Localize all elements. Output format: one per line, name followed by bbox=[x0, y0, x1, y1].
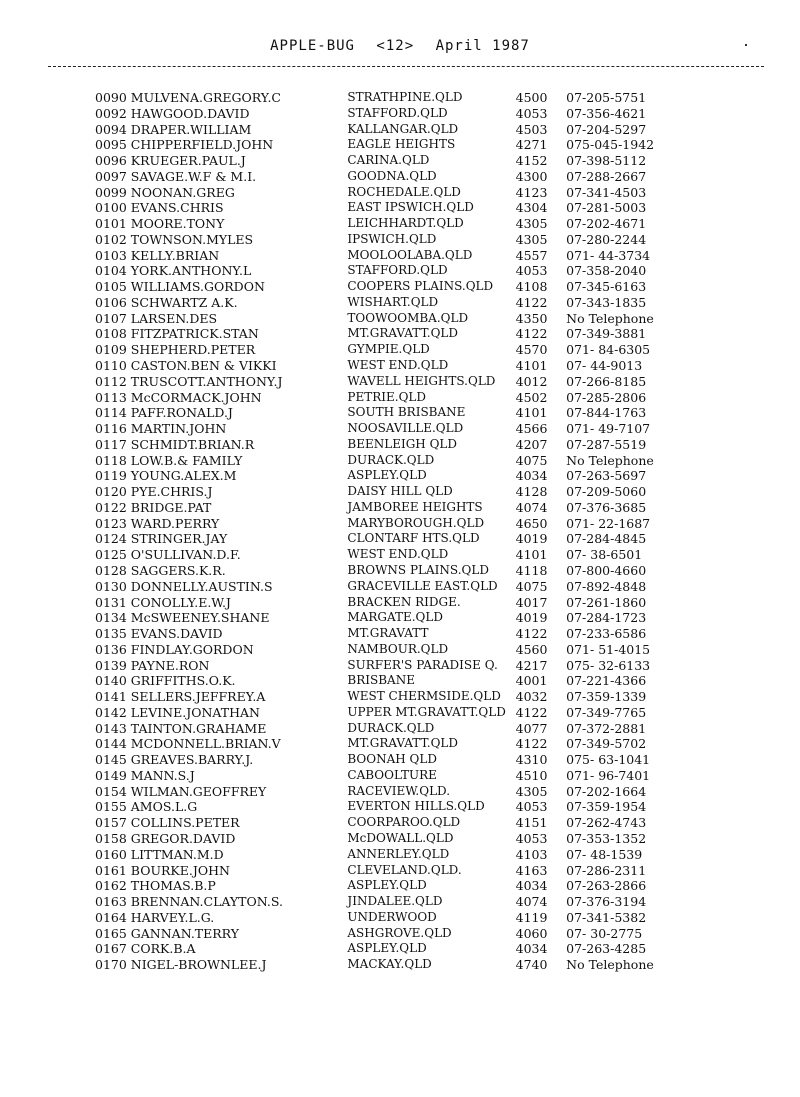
member-row bbox=[95, 106, 675, 122]
speck-mark bbox=[745, 44, 747, 46]
member-postcode: 4034 bbox=[515, 468, 548, 484]
member-city: ASHGROVE.QLD bbox=[347, 925, 452, 940]
member-phone: 07-349-3881 bbox=[566, 326, 647, 342]
member-city: CLEVELAND.QLD. bbox=[347, 862, 462, 877]
member-phone: 07-266-8185 bbox=[566, 373, 647, 389]
member-name: 0112 TRUSCOTT.ANTHONY.J bbox=[95, 373, 283, 389]
member-phone: 07-345-6163 bbox=[566, 279, 647, 295]
member-phone: 07- 44-9013 bbox=[566, 358, 643, 374]
member-row bbox=[95, 595, 675, 611]
member-city: MARYBOROUGH.QLD bbox=[347, 515, 485, 530]
member-city: ANNERLEY.QLD bbox=[347, 846, 450, 861]
member-phone: 075-045-1942 bbox=[566, 137, 655, 153]
member-postcode: 4122 bbox=[515, 736, 548, 752]
member-phone: 07-844-1763 bbox=[566, 405, 647, 421]
member-name: 0149 MANN.S.J bbox=[95, 767, 195, 783]
member-postcode: 4350 bbox=[515, 310, 548, 326]
member-row bbox=[95, 500, 675, 516]
member-postcode: 4034 bbox=[515, 941, 548, 957]
member-row bbox=[95, 658, 675, 674]
member-city: WEST END.QLD bbox=[347, 547, 449, 562]
member-row bbox=[95, 248, 675, 264]
member-phone: 07-204-5297 bbox=[566, 121, 647, 137]
member-phone: 071- 51-4015 bbox=[566, 641, 651, 657]
member-postcode: 4128 bbox=[515, 484, 548, 500]
member-name: 0128 SAGGERS.K.R. bbox=[95, 562, 226, 578]
member-phone: 07-376-3194 bbox=[566, 894, 647, 910]
member-row bbox=[95, 137, 675, 153]
member-postcode: 4019 bbox=[515, 610, 548, 626]
member-postcode: 4570 bbox=[515, 342, 548, 358]
member-row bbox=[95, 721, 675, 737]
member-phone: 07-800-4660 bbox=[566, 562, 647, 578]
member-name: 0125 O'SULLIVAN.D.F. bbox=[95, 547, 241, 563]
member-name: 0157 COLLINS.PETER bbox=[95, 815, 240, 831]
member-postcode: 4557 bbox=[515, 247, 548, 263]
member-postcode: 4217 bbox=[515, 657, 548, 673]
member-row bbox=[95, 547, 675, 563]
member-name: 0108 FITZPATRICK.STAN bbox=[95, 326, 259, 342]
member-phone: 075- 63-1041 bbox=[566, 752, 651, 768]
member-row bbox=[95, 563, 675, 579]
member-list bbox=[95, 90, 675, 973]
member-row bbox=[95, 185, 675, 201]
member-row bbox=[95, 295, 675, 311]
member-name: 0143 TAINTON.GRAHAME bbox=[95, 720, 267, 736]
member-row bbox=[95, 626, 675, 642]
member-row bbox=[95, 941, 675, 957]
member-name: 0104 YORK.ANTHONY.L bbox=[95, 263, 252, 279]
member-row bbox=[95, 90, 675, 106]
member-city: WEST CHERMSIDE.QLD bbox=[347, 689, 501, 704]
member-phone: 07-286-2311 bbox=[566, 862, 647, 878]
member-phone: 07-288-2667 bbox=[566, 168, 647, 184]
member-name: 0101 MOORE.TONY bbox=[95, 216, 225, 232]
member-name: 0119 YOUNG.ALEX.M bbox=[95, 468, 237, 484]
member-postcode: 4122 bbox=[515, 704, 548, 720]
member-phone: 07-205-5751 bbox=[566, 90, 647, 105]
member-phone: 07-209-5060 bbox=[566, 484, 647, 500]
member-postcode: 4152 bbox=[515, 153, 548, 169]
member-name: 0117 SCHMIDT.BRIAN.R bbox=[95, 436, 255, 452]
member-name: 0106 SCHWARTZ A.K. bbox=[95, 294, 238, 310]
member-city: UPPER MT.GRAVATT.QLD bbox=[347, 704, 506, 719]
member-phone: 07-263-2866 bbox=[566, 878, 647, 894]
member-phone: 07-281-5003 bbox=[566, 200, 647, 216]
member-row bbox=[95, 421, 675, 437]
member-name: 0096 KRUEGER.PAUL.J bbox=[95, 153, 246, 169]
member-city: McDOWALL.QLD bbox=[347, 830, 454, 845]
member-phone: 07-359-1339 bbox=[566, 689, 647, 705]
member-phone: 07-349-7765 bbox=[566, 704, 647, 720]
member-phone: 075- 32-6133 bbox=[566, 657, 651, 673]
member-row bbox=[95, 232, 675, 248]
member-row bbox=[95, 926, 675, 942]
member-row bbox=[95, 815, 675, 831]
member-city: MT.GRAVATT.QLD bbox=[347, 326, 458, 341]
member-city: GRACEVILLE EAST.QLD bbox=[347, 578, 498, 593]
member-city: BOONAH QLD bbox=[347, 752, 437, 767]
member-row bbox=[95, 705, 675, 721]
member-name: 0154 WILMAN.GEOFFREY bbox=[95, 783, 267, 799]
member-city: BRISBANE bbox=[347, 673, 415, 688]
member-row bbox=[95, 531, 675, 547]
member-phone: 07-398-5112 bbox=[566, 153, 647, 169]
member-city: DAISY HILL QLD bbox=[347, 484, 453, 499]
member-city: SURFER'S PARADISE Q. bbox=[347, 657, 498, 672]
member-name: 0118 LOW.B.& FAMILY bbox=[95, 452, 243, 468]
member-postcode: 4151 bbox=[515, 815, 548, 831]
member-name: 0103 KELLY.BRIAN bbox=[95, 247, 220, 263]
member-phone: 07-372-2881 bbox=[566, 720, 647, 736]
member-city: WAVELL HEIGHTS.QLD bbox=[347, 373, 496, 388]
member-name: 0165 GANNAN.TERRY bbox=[95, 925, 239, 941]
member-row bbox=[95, 200, 675, 216]
member-city: BEENLEIGH QLD bbox=[347, 436, 457, 451]
member-postcode: 4103 bbox=[515, 846, 548, 862]
member-city: DURACK.QLD bbox=[347, 452, 435, 467]
member-name: 0155 AMOS.L.G bbox=[95, 799, 198, 815]
member-postcode: 4207 bbox=[515, 436, 548, 452]
member-postcode: 4122 bbox=[515, 326, 548, 342]
member-row bbox=[95, 784, 675, 800]
member-phone: 07-284-4845 bbox=[566, 531, 647, 547]
member-phone: 07-262-4743 bbox=[566, 815, 647, 831]
member-name: 0123 WARD.PERRY bbox=[95, 515, 220, 531]
member-city: WEST END.QLD bbox=[347, 358, 449, 373]
member-row bbox=[95, 358, 675, 374]
member-name: 0161 BOURKE.JOHN bbox=[95, 862, 230, 878]
member-name: 0158 GREGOR.DAVID bbox=[95, 830, 236, 846]
member-row bbox=[95, 642, 675, 658]
member-row bbox=[95, 752, 675, 768]
member-name: 0092 HAWGOOD.DAVID bbox=[95, 105, 250, 121]
member-postcode: 4310 bbox=[515, 752, 548, 768]
issue-number: <12> bbox=[376, 38, 415, 54]
member-name: 0102 TOWNSON.MYLES bbox=[95, 231, 254, 247]
member-phone: 07-263-4285 bbox=[566, 941, 647, 957]
member-postcode: 4122 bbox=[515, 294, 548, 310]
member-name: 0131 CONOLLY.E.W.J bbox=[95, 594, 231, 610]
member-postcode: 4163 bbox=[515, 862, 548, 878]
member-postcode: 4503 bbox=[515, 121, 548, 137]
member-name: 0105 WILLIAMS.GORDON bbox=[95, 279, 265, 295]
member-name: 0141 SELLERS.JEFFREY.A bbox=[95, 689, 266, 705]
member-row bbox=[95, 799, 675, 815]
member-city: KALLANGAR.QLD bbox=[347, 121, 459, 136]
member-row bbox=[95, 484, 675, 500]
member-postcode: 4075 bbox=[515, 452, 548, 468]
member-phone: No Telephone bbox=[566, 957, 654, 973]
member-name: 0107 LARSEN.DES bbox=[95, 310, 218, 326]
member-city: STRATHPINE.QLD bbox=[347, 90, 463, 104]
member-row bbox=[95, 673, 675, 689]
member-city: RACEVIEW.QLD. bbox=[347, 783, 451, 798]
member-name: 0135 EVANS.DAVID bbox=[95, 626, 223, 642]
member-name: 0164 HARVEY.L.G. bbox=[95, 909, 215, 925]
member-city: CABOOLTURE bbox=[347, 767, 437, 782]
member-postcode: 4500 bbox=[515, 90, 548, 105]
member-phone: 071- 49-7107 bbox=[566, 421, 651, 437]
member-row bbox=[95, 878, 675, 894]
page-header bbox=[0, 38, 800, 54]
member-phone: 07-285-2806 bbox=[566, 389, 647, 405]
member-postcode: 4271 bbox=[515, 137, 548, 153]
member-postcode: 4305 bbox=[515, 216, 548, 232]
member-postcode: 4012 bbox=[515, 373, 548, 389]
member-city: NAMBOUR.QLD bbox=[347, 641, 449, 656]
member-row bbox=[95, 689, 675, 705]
member-phone: 071- 44-3734 bbox=[566, 247, 651, 263]
member-postcode: 4101 bbox=[515, 405, 548, 421]
member-postcode: 4566 bbox=[515, 421, 548, 437]
member-postcode: 4060 bbox=[515, 925, 548, 941]
member-postcode: 4017 bbox=[515, 594, 548, 610]
member-row bbox=[95, 122, 675, 138]
member-city: COOPERS PLAINS.QLD bbox=[347, 279, 494, 294]
member-phone: 07-892-4848 bbox=[566, 578, 647, 594]
member-row bbox=[95, 863, 675, 879]
member-postcode: 4118 bbox=[515, 562, 548, 578]
member-phone: 07-356-4621 bbox=[566, 105, 647, 121]
member-row bbox=[95, 894, 675, 910]
member-city: TOOWOOMBA.QLD bbox=[347, 310, 469, 325]
member-row bbox=[95, 610, 675, 626]
member-name: 0097 SAVAGE.W.F & M.I. bbox=[95, 168, 257, 184]
member-city: WISHART.QLD bbox=[347, 294, 439, 309]
member-name: 0122 BRIDGE.PAT bbox=[95, 499, 212, 515]
member-postcode: 4074 bbox=[515, 499, 548, 515]
member-postcode: 4305 bbox=[515, 231, 548, 247]
member-postcode: 4300 bbox=[515, 168, 548, 184]
member-name: 0136 FINDLAY.GORDON bbox=[95, 641, 254, 657]
member-city: MT.GRAVATT bbox=[347, 626, 429, 641]
member-phone: 07-287-5519 bbox=[566, 436, 647, 452]
member-postcode: 4101 bbox=[515, 358, 548, 374]
member-postcode: 4101 bbox=[515, 547, 548, 563]
member-row bbox=[95, 279, 675, 295]
member-row bbox=[95, 169, 675, 185]
member-postcode: 4053 bbox=[515, 830, 548, 846]
member-row bbox=[95, 437, 675, 453]
member-row bbox=[95, 831, 675, 847]
member-phone: 07-261-1860 bbox=[566, 594, 647, 610]
member-postcode: 4119 bbox=[515, 909, 548, 925]
member-name: 0099 NOONAN.GREG bbox=[95, 184, 235, 200]
member-city: PETRIE.QLD bbox=[347, 389, 427, 404]
member-name: 0160 LITTMAN.M.D bbox=[95, 846, 224, 862]
member-name: 0130 DONNELLY.AUSTIN.S bbox=[95, 578, 273, 594]
member-phone: 071- 84-6305 bbox=[566, 342, 651, 358]
member-name: 0167 CORK.B.A bbox=[95, 941, 196, 957]
member-row bbox=[95, 153, 675, 169]
member-postcode: 4510 bbox=[515, 767, 548, 783]
member-city: BRACKEN RIDGE. bbox=[347, 594, 461, 609]
member-postcode: 4053 bbox=[515, 263, 548, 279]
member-row bbox=[95, 579, 675, 595]
member-name: 0095 CHIPPERFIELD.JOHN bbox=[95, 137, 274, 153]
member-name: 0094 DRAPER.WILLIAM bbox=[95, 121, 252, 137]
member-phone: 07-221-4366 bbox=[566, 673, 647, 689]
member-postcode: 4077 bbox=[515, 720, 548, 736]
member-name: 0163 BRENNAN.CLAYTON.S. bbox=[95, 894, 283, 910]
member-phone: 07-349-5702 bbox=[566, 736, 647, 752]
member-name: 0145 GREAVES.BARRY.J. bbox=[95, 752, 254, 768]
member-city: EAGLE HEIGHTS bbox=[347, 137, 456, 152]
member-city: MACKAY.QLD bbox=[347, 957, 432, 972]
member-row bbox=[95, 390, 675, 406]
member-postcode: 4053 bbox=[515, 799, 548, 815]
member-phone: 07-359-1954 bbox=[566, 799, 647, 815]
member-city: GYMPIE.QLD bbox=[347, 342, 430, 357]
member-city: IPSWICH.QLD bbox=[347, 231, 437, 246]
member-city: MT.GRAVATT.QLD bbox=[347, 736, 458, 751]
member-postcode: 4740 bbox=[515, 957, 548, 973]
member-city: MARGATE.QLD bbox=[347, 610, 443, 625]
member-row bbox=[95, 263, 675, 279]
header-divider bbox=[48, 66, 764, 67]
member-postcode: 4650 bbox=[515, 515, 548, 531]
member-postcode: 4075 bbox=[515, 578, 548, 594]
member-name: 0140 GRIFFITHS.O.K. bbox=[95, 673, 236, 689]
member-city: STAFFORD.QLD bbox=[347, 105, 448, 120]
member-row bbox=[95, 768, 675, 784]
member-name: 0100 EVANS.CHRIS bbox=[95, 200, 224, 216]
member-phone: 07-341-5382 bbox=[566, 909, 647, 925]
member-name: 0162 THOMAS.B.P bbox=[95, 878, 216, 894]
member-row bbox=[95, 216, 675, 232]
member-postcode: 4108 bbox=[515, 279, 548, 295]
member-city: ASPLEY.QLD bbox=[347, 468, 427, 483]
member-row bbox=[95, 516, 675, 532]
member-row bbox=[95, 453, 675, 469]
member-city: COORPAROO.QLD bbox=[347, 815, 461, 830]
member-name: 0170 NIGEL-BROWNLEE.J bbox=[95, 957, 267, 973]
member-phone: 071- 22-1687 bbox=[566, 515, 651, 531]
member-phone: 07- 48-1539 bbox=[566, 846, 643, 862]
member-phone: 07-202-4671 bbox=[566, 216, 647, 232]
member-postcode: 4001 bbox=[515, 673, 548, 689]
member-name: 0114 PAFF.RONALD.J bbox=[95, 405, 233, 421]
member-postcode: 4304 bbox=[515, 200, 548, 216]
member-row bbox=[95, 342, 675, 358]
member-phone: 07-343-1835 bbox=[566, 294, 647, 310]
member-name: 0142 LEVINE.JONATHAN bbox=[95, 704, 260, 720]
member-name: 0144 MCDONNELL.BRIAN.V bbox=[95, 736, 281, 752]
member-postcode: 4034 bbox=[515, 878, 548, 894]
member-city: ROCHEDALE.QLD bbox=[347, 184, 461, 199]
member-city: EVERTON HILLS.QLD bbox=[347, 799, 485, 814]
member-name: 0139 PAYNE.RON bbox=[95, 657, 210, 673]
member-row bbox=[95, 405, 675, 421]
member-name: 0113 McCORMACK.JOHN bbox=[95, 389, 262, 405]
member-postcode: 4560 bbox=[515, 641, 548, 657]
member-row bbox=[95, 957, 675, 973]
member-postcode: 4019 bbox=[515, 531, 548, 547]
member-row bbox=[95, 311, 675, 327]
issue-date: April 1987 bbox=[435, 38, 530, 54]
member-postcode: 4122 bbox=[515, 626, 548, 642]
member-phone: 07-353-1352 bbox=[566, 830, 647, 846]
member-name: 0110 CASTON.BEN & VIKKI bbox=[95, 358, 277, 374]
member-postcode: 4053 bbox=[515, 105, 548, 121]
member-phone: 07-376-3685 bbox=[566, 499, 647, 515]
member-city: ASPLEY.QLD bbox=[347, 878, 427, 893]
member-postcode: 4032 bbox=[515, 689, 548, 705]
member-city: UNDERWOOD bbox=[347, 909, 437, 924]
member-postcode: 4305 bbox=[515, 783, 548, 799]
member-city: GOODNA.QLD bbox=[347, 168, 437, 183]
member-name: 0090 MULVENA.GREGORY.C bbox=[95, 90, 281, 105]
member-phone: 07-263-5697 bbox=[566, 468, 647, 484]
member-postcode: 4123 bbox=[515, 184, 548, 200]
member-phone: 07-341-4503 bbox=[566, 184, 647, 200]
member-phone: No Telephone bbox=[566, 310, 654, 326]
member-city: STAFFORD.QLD bbox=[347, 263, 448, 278]
member-row bbox=[95, 736, 675, 752]
member-row bbox=[95, 374, 675, 390]
member-row bbox=[95, 910, 675, 926]
member-name: 0124 STRINGER.JAY bbox=[95, 531, 228, 547]
member-city: NOOSAVILLE.QLD bbox=[347, 421, 464, 436]
member-postcode: 4502 bbox=[515, 389, 548, 405]
member-city: CARINA.QLD bbox=[347, 153, 430, 168]
member-city: EAST IPSWICH.QLD bbox=[347, 200, 474, 215]
member-city: BROWNS PLAINS.QLD bbox=[347, 562, 489, 577]
member-city: CLONTARF HTS.QLD bbox=[347, 531, 480, 546]
member-phone: No Telephone bbox=[566, 452, 654, 468]
member-city: JAMBOREE HEIGHTS bbox=[347, 499, 483, 514]
member-city: LEICHHARDT.QLD bbox=[347, 216, 464, 231]
member-row bbox=[95, 468, 675, 484]
member-phone: 07-280-2244 bbox=[566, 231, 647, 247]
member-city: SOUTH BRISBANE bbox=[347, 405, 466, 420]
member-postcode: 4074 bbox=[515, 894, 548, 910]
member-city: DURACK.QLD bbox=[347, 720, 435, 735]
member-row bbox=[95, 847, 675, 863]
member-name: 0116 MARTIN.JOHN bbox=[95, 421, 227, 437]
member-city: ASPLEY.QLD bbox=[347, 941, 427, 956]
publication-title: APPLE-BUG bbox=[270, 38, 355, 54]
member-phone: 07-358-2040 bbox=[566, 263, 647, 279]
member-phone: 07- 30-2775 bbox=[566, 925, 643, 941]
member-row bbox=[95, 326, 675, 342]
member-phone: 07-284-1723 bbox=[566, 610, 647, 626]
member-phone: 07-202-1664 bbox=[566, 783, 647, 799]
member-city: JINDALEE.QLD bbox=[347, 894, 443, 909]
member-name: 0120 PYE.CHRIS.J bbox=[95, 484, 213, 500]
member-phone: 07-233-6586 bbox=[566, 626, 647, 642]
member-phone: 07- 38-6501 bbox=[566, 547, 643, 563]
member-phone: 071- 96-7401 bbox=[566, 767, 651, 783]
member-name: 0109 SHEPHERD.PETER bbox=[95, 342, 256, 358]
member-city: MOOLOOLABA.QLD bbox=[347, 247, 473, 262]
member-name: 0134 McSWEENEY.SHANE bbox=[95, 610, 270, 626]
